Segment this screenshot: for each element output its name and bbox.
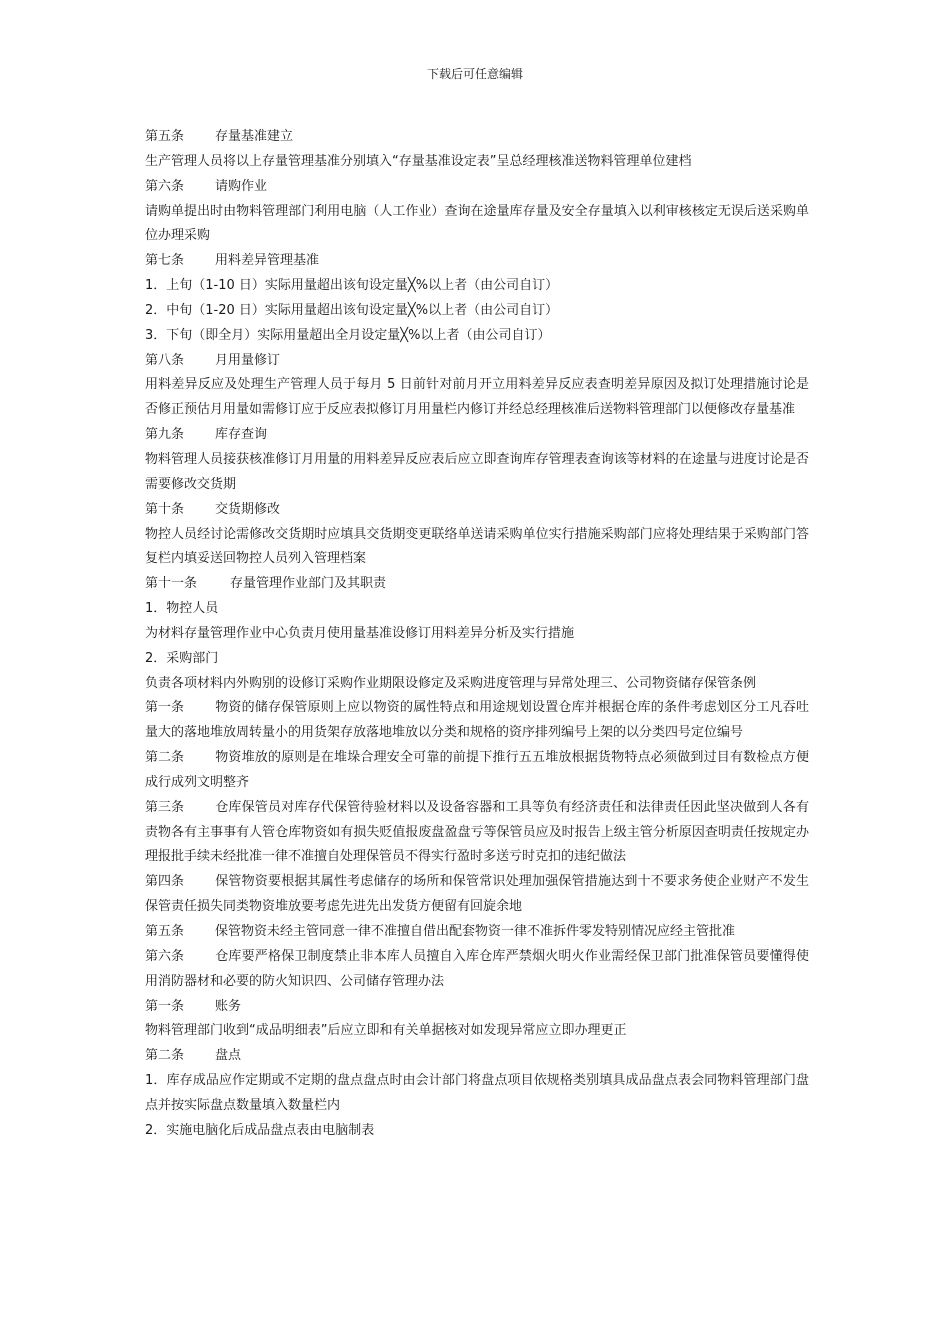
list-item-text: 中旬（1-20 日）实际用量超出该旬设定量╳%以上者（由公司自订） [166,302,559,318]
article-number: 第七条 [145,253,185,269]
article-number: 第九条 [145,427,185,443]
article-number: 第二条 [145,750,185,766]
list-item-number: 1． [145,278,167,294]
paragraph: 物控人员经讨论需修改交货期时应填具交货期变更联络单送请采购单位实行措施采购部门应将处理结果于采购部门答复栏内填妥送回物控人员列入管理档案 [145,526,809,567]
list-item [145,299,809,324]
paragraph: 用料差异反应及处理生产管理人员于每月 5 日前针对前月开立用料差异反应表查明差异原因及拟订处理措施讨论是否修正预估月用量如需修订应于反应表拟修订月用量栏内修订并经总经理核准后送物料管理部门以便修改存量基准 [145,377,809,418]
article-text: 保管物资未经主管同意一律不准擅自借出配套物资一律不准拆件零发特别情况应经主管批准 [215,924,736,939]
article-number: 第十条 [145,501,185,517]
article-number: 第六条 [145,178,185,194]
paragraph: 请购单提出时由物料管理部门利用电脑（人工作业）查询在途量库存量及安全存量填入以利审核核定无误后送采购单位办理采购 [145,203,809,244]
list-item-number: 2． [145,1122,167,1138]
article-paragraph [145,870,809,920]
article-text: 物资的储存保管原则上应以物资的属性特点和用途规划设置仓库并根据仓库的条件考虑划区分工凡吞吐量大的落地堆放周转量小的用货架存放落地堆放以分类和规格的资序排列编号上架的以分类四号定位编号 [145,700,809,741]
article-title: 库存查询 [215,427,268,443]
article-paragraph [145,746,809,796]
article-number: 第十一条 [145,576,198,592]
document-body [145,125,809,1144]
article-text: 物资堆放的原则是在堆垛合理安全可靠的前提下推行五五堆放根据货物特点必须做到过目有数检点方便成行成列文明整齐 [145,750,809,790]
article-number: 第二条 [145,1048,185,1064]
article-number: 第五条 [145,924,185,939]
article-paragraph [145,945,809,995]
article-heading [145,349,809,374]
list-item-text: 物控人员 [166,601,219,617]
list-item-text: 上旬（1-10 日）实际用量超出该旬设定量╳%以上者（由公司自订） [166,278,559,294]
list-item [145,324,809,349]
list-item-text: 库存成品应作定期或不定期的盘点盘点时由会计部门将盘点项目依规格类别填具成品盘点表会同物料管理部门盘点并按实际盘点数量填入数量栏内 [145,1073,809,1113]
list-item [145,274,809,299]
page-header: 下载后可任意编辑 [426,67,523,81]
list-item [145,597,809,622]
article-number: 第六条 [145,948,185,964]
list-item [145,1069,809,1119]
article-paragraph [145,796,809,871]
paragraph: 为材料存量管理作业中心负责月使用量基准设修订用料差异分析及实行措施 [145,625,575,641]
list-item [145,1119,809,1144]
paragraph: 物料管理部门收到“成品明细表”后应立即和有关单据核对如发现异常应立即办理更正 [145,1023,627,1039]
list-item-text: 实施电脑化后成品盘点表由电脑制表 [166,1122,375,1138]
article-paragraph [145,920,809,945]
article-number: 第四条 [145,874,185,890]
article-title: 用料差异管理基准 [215,253,320,269]
article-number: 第五条 [145,129,185,144]
article-paragraph [145,696,809,746]
paragraph: 物料管理人员接获核准修订月用量的用料差异反应表后应立即查询库存管理表查询该等材料的在途量与进度讨论是否需要修改交货期 [145,451,809,492]
article-title: 存量管理作业部门及其职责 [230,576,387,592]
list-item-text: 采购部门 [166,650,219,666]
list-item-text: 下旬（即全月）实际用量超出全月设定量╳%以上者（由公司自订） [166,327,551,343]
article-heading [145,125,809,150]
list-item-number: 2． [145,302,167,318]
list-item-number: 2． [145,650,167,666]
article-title: 账务 [215,998,242,1014]
article-heading [145,995,809,1020]
article-heading [145,572,809,597]
article-heading [145,249,809,274]
list-item-number: 3． [145,327,167,343]
list-item-number: 1． [145,1073,167,1089]
article-heading [145,423,809,448]
article-heading [145,1044,809,1069]
article-number: 第三条 [145,799,185,815]
article-number: 第一条 [145,700,185,716]
article-heading [145,175,809,200]
article-text: 仓库要严格保卫制度禁止非本库人员擅自入库仓库严禁烟火明火作业需经保卫部门批准保管员要懂得使用消防器材和必要的防火知识四、公司储存管理办法 [145,948,809,989]
article-number: 第八条 [145,352,185,368]
article-title: 请购作业 [215,178,268,194]
article-number: 第一条 [145,998,185,1014]
article-heading [145,498,809,523]
paragraph: 负责各项材料内外购别的设修订采购作业期限设修定及采购进度管理与异常处理三、公司物资储存保管条例 [145,675,757,691]
article-title: 盘点 [215,1048,242,1064]
article-text: 保管物资要根据其属性考虑储存的场所和保管常识处理加强保管措施达到十不要求务使企业财产不发生保管责任损失同类物资堆放要考虑先进先出发货方便留有回旋余地 [145,874,809,915]
article-title: 存量基准建立 [215,129,294,144]
article-text: 仓库保管员对库存代保管待验材料以及设备容器和工具等负有经济责任和法律责任因此坚决做到人各有责物各有主事事有人管仓库物资如有损失贬值报废盘盈盘亏等保管员应及时报告上级主管分析原因查明责任按规定办理报批手续未经批准一律不准擅自处理保管员不得实行盈时多送亏时克扣的违纪做法 [145,799,809,865]
article-title: 交货期修改 [215,501,281,517]
list-item [145,647,809,672]
article-title: 月用量修订 [215,352,281,368]
paragraph: 生产管理人员将以上存量管理基准分别填入“存量基准设定表”呈总经理核准送物料管理单位建档 [145,153,692,169]
list-item-number: 1． [145,601,167,617]
